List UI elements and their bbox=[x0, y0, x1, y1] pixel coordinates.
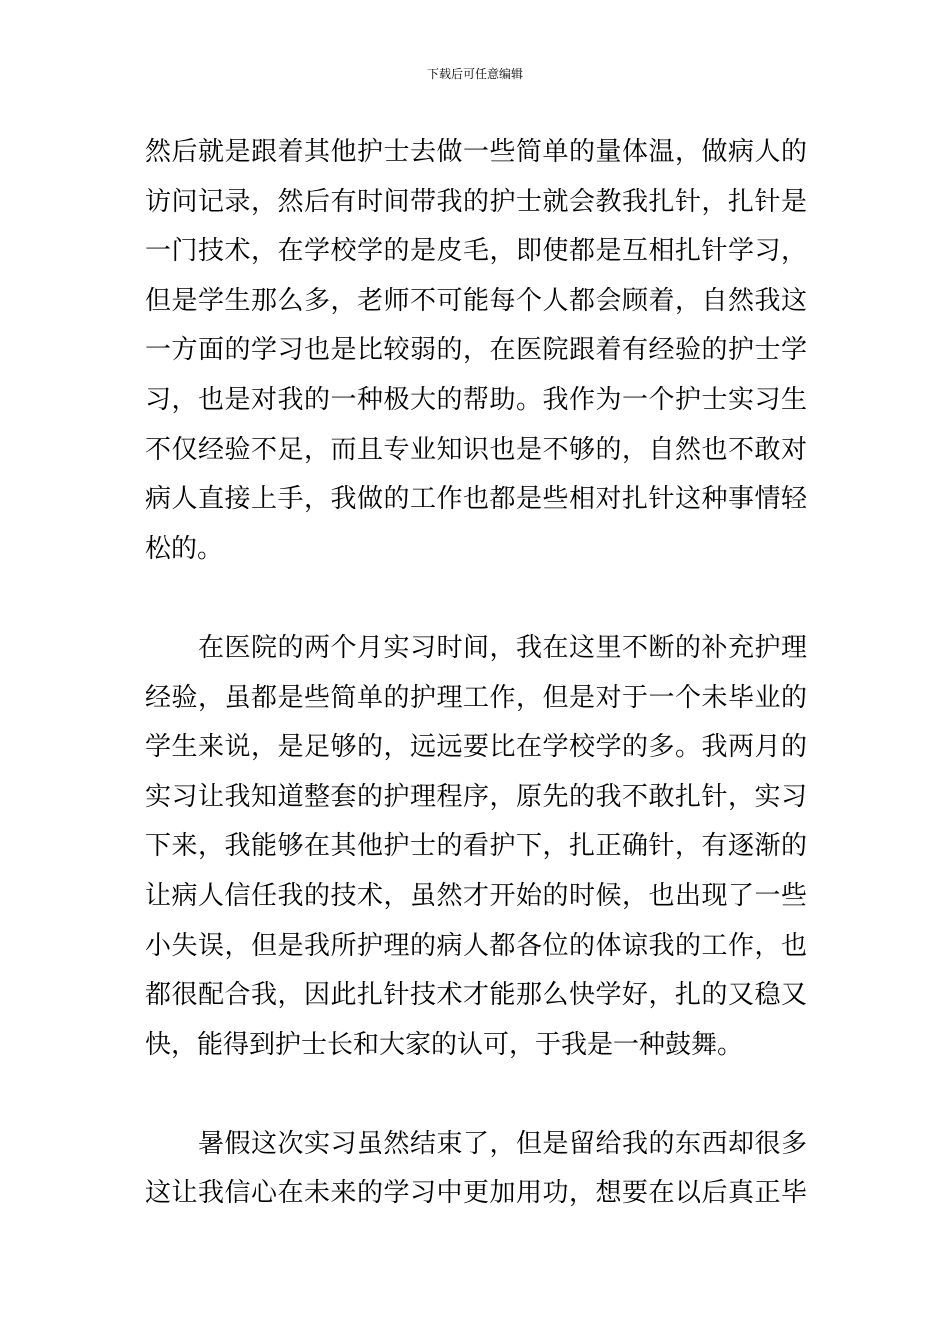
text-line: 这让我信心在未来的学习中更加用功，想要在以后真正毕 bbox=[145, 1178, 807, 1209]
paragraph-1 bbox=[145, 128, 807, 574]
text-line: 小失误，但是我所护理的病人都各位的体谅我的工作，也 bbox=[145, 930, 807, 961]
text-line: 一门技术，在学校学的是皮毛，即使都是互相扎针学习， bbox=[145, 236, 807, 267]
text-line: 快，能得到护士长和大家的认可，于我是一种鼓舞。 bbox=[145, 1029, 744, 1060]
text-line: 然后就是跟着其他护士去做一些简单的量体温，做病人的 bbox=[145, 137, 807, 167]
text-line: 下来，我能够在其他护士的看护下，扎正确针，有逐渐的 bbox=[145, 831, 807, 862]
text-line: 不仅经验不足，而且专业知识也是不够的，自然也不敢对 bbox=[145, 434, 807, 465]
text-line: 一方面的学习也是比较弱的，在医院跟着有经验的护士学 bbox=[145, 335, 807, 366]
paragraph-spacer bbox=[145, 574, 807, 624]
paragraph-spacer bbox=[145, 1070, 807, 1120]
paragraph-2 bbox=[145, 624, 807, 1070]
text-line: 让病人信任我的技术，虽然才开始的时候，也出现了一些 bbox=[145, 880, 807, 911]
paragraph-3 bbox=[145, 1120, 807, 1219]
text-line: 松的。 bbox=[145, 533, 224, 564]
text-line: 访问记录，然后有时间带我的护士就会教我扎针，扎针是 bbox=[145, 186, 807, 217]
text-line: 习，也是对我的一种极大的帮助。我作为一个护士实习生 bbox=[145, 384, 807, 415]
text-line: 暑假这次实习虽然结束了，但是留给我的东西却很多 bbox=[145, 1128, 807, 1159]
text-line: 实习让我知道整套的护理程序，原先的我不敢扎针，实习 bbox=[145, 781, 807, 812]
text-line: 在医院的两个月实习时间，我在这里不断的补充护理 bbox=[145, 632, 807, 663]
text-line: 都很配合我，因此扎针技术才能那么快学好，扎的又稳又 bbox=[145, 980, 807, 1011]
text-line: 学生来说，是足够的，远远要比在学校学的多。我两月的 bbox=[145, 732, 807, 763]
page-header: 下载后可任意编辑 bbox=[426, 67, 523, 81]
text-line: 但是学生那么多，老师不可能每个人都会顾着，自然我这 bbox=[145, 285, 807, 316]
text-line: 经验，虽都是些简单的护理工作，但是对于一个未毕业的 bbox=[145, 682, 807, 713]
text-line: 病人直接上手，我做的工作也都是些相对扎针这种事情轻 bbox=[145, 484, 807, 515]
document-body bbox=[145, 128, 807, 1219]
